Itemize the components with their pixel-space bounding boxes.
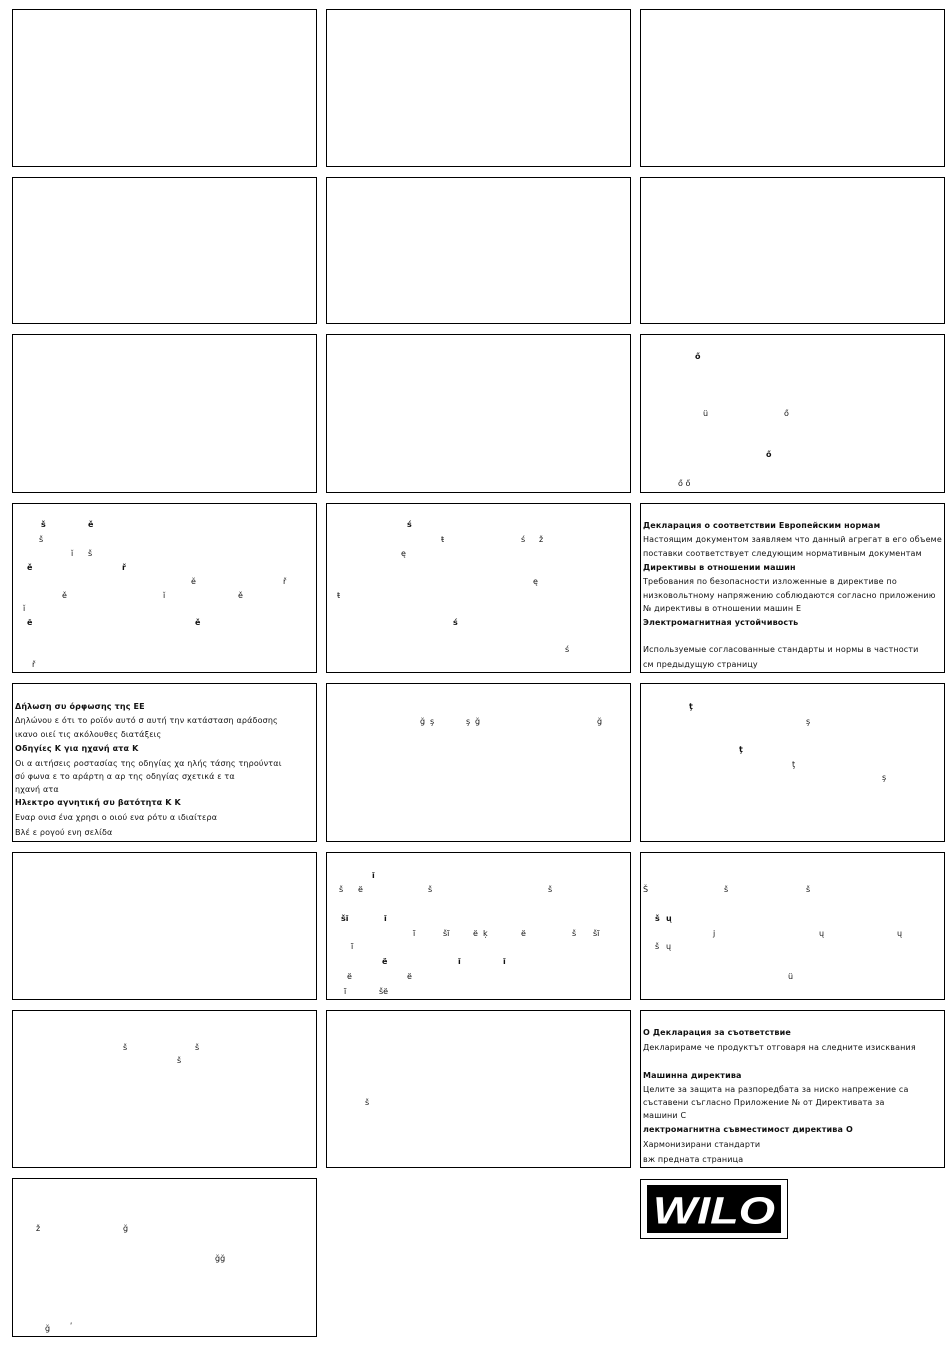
glyph: ě <box>195 618 201 627</box>
glyph: ő ő <box>678 479 691 488</box>
declaration-text: съставени съгласно Приложение № от Директивата за <box>643 1098 885 1107</box>
panel-r6-c3 <box>640 852 945 1000</box>
logo-graphic <box>647 1185 781 1233</box>
glyph: ř <box>283 577 287 586</box>
glyph: ë <box>358 885 363 894</box>
glyph: ų <box>666 914 672 923</box>
panel-r4-c3-russian <box>640 503 945 673</box>
glyph: ž <box>36 1224 41 1233</box>
declaration-text: Οι α αιτήσεις ροστασίας της οδηγίας χα ηλής τάσης τηρούνται <box>15 759 282 768</box>
glyph: ě <box>238 591 243 600</box>
panel-r2-c2 <box>326 177 631 324</box>
glyph: ë <box>473 929 478 938</box>
panel-r1-c2 <box>326 9 631 167</box>
glyph: š <box>572 929 577 938</box>
glyph: ş <box>882 773 887 782</box>
glyph: š <box>655 914 660 923</box>
glyph: ğ <box>597 717 603 726</box>
glyph: ü <box>703 409 709 418</box>
emc-heading: Ηλεκτρο αγνητική συ βατότητα Κ Κ <box>15 798 181 807</box>
panel-r3-c2 <box>326 334 631 493</box>
glyph: š <box>195 1043 200 1052</box>
glyph: ĕ <box>27 618 33 627</box>
glyph: ë <box>347 972 352 981</box>
logo-text: WILO <box>652 1189 776 1233</box>
declaration-text: вж предната страница <box>643 1155 744 1164</box>
glyph: ş <box>806 717 811 726</box>
glyph: šĩ <box>443 929 450 938</box>
glyph: ĩ <box>351 942 354 951</box>
glyph: š <box>88 549 93 558</box>
declaration-text: ικανο οιεί τις ακόλουθες διατάξεις <box>15 730 162 739</box>
glyph: ş <box>430 717 435 726</box>
machine-directive-heading: Директивы в отношении машин <box>643 563 796 572</box>
glyph: ĭ <box>23 604 26 613</box>
glyph: ĩ <box>413 929 416 938</box>
panel-r5-c3 <box>640 683 945 842</box>
glyph: š <box>123 1043 128 1052</box>
glyph: ő <box>695 352 701 361</box>
glyph: ĩ <box>372 871 375 880</box>
declaration-text: машини С <box>643 1111 687 1120</box>
glyph: ų <box>819 929 825 938</box>
declaration-text: Δηλώνου ε ότι το ροϊόν αυτό σ αυτή την κατάσταση αράδοσης <box>15 716 278 725</box>
glyph: ĭ <box>163 591 166 600</box>
glyph: ş <box>466 717 471 726</box>
panel-r2-c3 <box>640 177 945 324</box>
glyph: š <box>428 885 433 894</box>
declaration-text: поставки соответствует следующим нормативным документам <box>643 549 922 558</box>
glyph: ğ <box>475 717 481 726</box>
panel-r2-c1 <box>12 177 317 324</box>
declaration-title: О Декларация за съответствие <box>643 1028 791 1037</box>
panel-r8-c1 <box>12 1178 317 1337</box>
declaration-text: Целите за защита на разпоредбата за ниско напрежение са <box>643 1085 909 1094</box>
glyph: šĩ <box>593 929 600 938</box>
logo-box <box>647 1185 781 1233</box>
glyph: ŧ <box>337 591 341 600</box>
glyph: ě <box>88 520 94 529</box>
glyph: ğ <box>45 1324 51 1333</box>
glyph: ě <box>27 563 33 572</box>
glyph: ř <box>32 660 36 669</box>
panel-r5-c1-greek <box>12 683 317 842</box>
panel-r7-c3-bulgarian <box>640 1010 945 1168</box>
glyph: ś <box>521 535 526 544</box>
glyph: ë <box>407 972 412 981</box>
panel-r6-c2 <box>326 852 631 1000</box>
declaration-text: ηχανή ατα <box>15 785 59 794</box>
glyph: ř <box>122 563 126 572</box>
panel-r4-c2 <box>326 503 631 673</box>
panel-r4-c1 <box>12 503 317 673</box>
glyph: šë <box>379 987 389 996</box>
glyph: Š <box>643 885 649 894</box>
glyph: ŧ <box>441 535 445 544</box>
glyph: ĩ <box>503 957 506 966</box>
panel-r7-c1 <box>12 1010 317 1168</box>
declaration-text: Βλέ ε ρογού ενη σελίδα <box>15 828 113 837</box>
machine-directive-heading: Машинна директива <box>643 1071 742 1080</box>
declaration-text: № директивы в отношении машин Е <box>643 604 802 613</box>
glyph: ĭ <box>71 549 74 558</box>
glyph: ĩ <box>344 987 347 996</box>
declaration-text: σύ φωνα ε το αράρτη α αρ της οδηγίας σχετικά ε τα <box>15 772 235 781</box>
glyph: š <box>365 1098 370 1107</box>
emc-heading: Электромагнитная устойчивость <box>643 618 799 627</box>
declaration-text: Εναρ ονισ ένα χρησι ο οιού ενα ρότυ α ιδιαίτερα <box>15 813 218 822</box>
panel-r3-c1 <box>12 334 317 493</box>
glyph: ś <box>453 618 458 627</box>
glyph: ő <box>784 409 789 418</box>
glyph: ų <box>897 929 903 938</box>
declaration-text: Требования по безопасности изложенные в директиве по <box>643 577 897 586</box>
glyph: ĩ <box>384 914 387 923</box>
glyph: š <box>339 885 344 894</box>
glyph: š <box>724 885 729 894</box>
glyph: ĩ <box>458 957 461 966</box>
glyph: ü <box>788 972 794 981</box>
glyph: šĩ <box>341 914 349 923</box>
machine-directive-heading: Οδηγίες Κ για ηχανή ατα Κ <box>15 744 139 753</box>
glyph: ʹ <box>70 1322 73 1331</box>
panel-r3-c3 <box>640 334 945 493</box>
declaration-text: Хармонизирани стандарти <box>643 1140 761 1149</box>
declaration-text: Декларираме че продуктът отговаря на следните изисквания <box>643 1043 916 1052</box>
glyph: š <box>41 520 46 529</box>
glyph: ś <box>565 645 570 654</box>
glyph: ę <box>401 549 406 558</box>
glyph: ğ <box>420 717 426 726</box>
glyph: š <box>548 885 553 894</box>
glyph: ž <box>539 535 544 544</box>
panel-r1-c3 <box>640 9 945 167</box>
glyph: ķ <box>483 929 488 938</box>
glyph: ĕ <box>191 577 196 586</box>
glyph: ę <box>533 577 538 586</box>
declaration-title: Δήλωση συ όρφωσης της ΕΕ <box>15 702 145 711</box>
panel-r1-c1 <box>12 9 317 167</box>
glyph: ų <box>666 942 672 951</box>
emc-heading: лектромагнитна съвместимост директива О <box>643 1125 853 1134</box>
declaration-title: Декларация о соответствии Европейским нормам <box>643 521 881 530</box>
declaration-text: см предыдущую страницу <box>643 660 758 669</box>
glyph: š <box>177 1056 182 1065</box>
glyph: š <box>39 535 44 544</box>
glyph: ğ <box>123 1224 129 1233</box>
glyph: ë <box>521 929 526 938</box>
glyph: j <box>713 929 716 938</box>
declaration-text: низковольтному напряжению соблюдаются согласно приложению <box>643 591 936 600</box>
glyph: š <box>655 942 660 951</box>
glyph: ë <box>382 957 388 966</box>
glyph: ś <box>407 520 412 529</box>
glyph: ğğ <box>215 1254 226 1263</box>
glyph: ő <box>766 450 772 459</box>
declaration-text: Настоящим документом заявляем что данный агрегат в его объеме <box>643 535 942 544</box>
glyph: ţ <box>739 745 743 754</box>
declaration-text: Используемые согласованные стандарты и нормы в частности <box>643 645 919 654</box>
panel-r7-c2 <box>326 1010 631 1168</box>
glyph: ţ <box>792 760 796 769</box>
wilo-logo <box>640 1179 788 1239</box>
glyph: ě <box>62 591 67 600</box>
panel-r6-c1 <box>12 852 317 1000</box>
glyph: š <box>806 885 811 894</box>
panel-r5-c2 <box>326 683 631 842</box>
glyph: ţ <box>689 702 693 711</box>
